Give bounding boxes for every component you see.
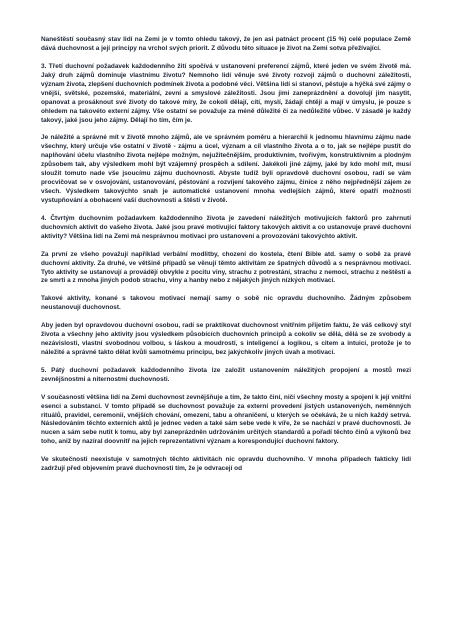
- paragraph-fourth-requirement: 4. Čtvrtým duchovním požadavkem každodenního života je zavedení náležitých motivujících faktorů pro zahrnutí duchovních aktivit do vašeho života. Jaké jsou pravé motivující faktory takových aktivit a co ustanovuje pravé duchovní aktivity? Většina lidí na Zemi má nesprávnou motivaci pro ustanovení a provozování takovýchto aktivit.: [41, 214, 411, 240]
- paragraph-fifth-requirement: 5. Pátý duchovní požadavek každodenního života lze založit ustanovením náležitých propojení a mostů mezi zevnějšnostmi a niternostmi duchovnosti.: [41, 366, 411, 383]
- paragraph-wrong-motivation: Za první ze všeho považují například verbální modlitby, chození do kostela, čtení Bible atd. samy o sobě za pravé duchovní aktivity. Za druhé, ve většině případů se věnují těmto aktivitám ze špatných důvodů a s nesprávnou motivací. Tyto aktivity se ustanovují a provádějí obvykle z pocitu viny, strachu z potrestání, strachu z nemoci, strachu z neštěstí a ze smrti a z mnoha jiných podob strachu, viny a hanby nebo z nějakých jiných nízkých motivací.: [41, 250, 411, 285]
- paragraph-closing-truncated: Ve skutečnosti neexistuje v samotných těchto aktivitách nic opravdu duchovního. V mnoha případech fakticky lidi zadržují před objevením pravé duchovnosti tím, že je odvracejí od: [41, 456, 411, 473]
- paragraph-externalization: V současnosti většina lidí na Zemi duchovnost zevnějšňuje a tím, že takto činí, ničí všechny mosty a spojení k její vnitřní esenci a substanci. V tomto případě se duchovnost považuje za externí provedení jistých ustanovených, neměnných rituálů, pravidel, ceremonií, vnějších chování, omezení, tabu a ohraničení, u kterých se očekává, že u nich každý setrvá. Následováním těchto externích aktů je jednec veden a také sám sebe vede k víře, že se nachází v pravé duchovnosti. Je nucen a sám sebe nutit k tomu, aby byl zaneprázdněn udržováním určitých standardů a pořadí těchto činů a výkonů bez toho, aniž by nazíral doovnitř na jejich reprezentativní význam a korespondující duchovní faktory.: [41, 393, 411, 446]
- paragraph-third-requirement: 3. Třetí duchovní požadavek každodenního žití spočívá v ustanovení preferencí zájmů, které jeden ve svém životě má. Jaký druh zájmů dominuje vlastnímu životu? Nemnoho lidí věnuje své životy rozvoji zájmů o duchovní záležitosti, význam života, zlepšení duchovních podmínek života a podobné věci. Většina lidí si stanoví, pěstuje a hýčká své zájmy o vnější, světské, pozemské, materiální, zevní a smyslové záležitosti. Jsou jimi zaneprázdnění a dovolují jim nasytit, opanovat a prosáknout své životy do takové míry, že cokoli dělají, cítí, myslí, žádají chtějí a mají v úmyslu, je pouze s ohledem na takovéto externí zájmy. Vše ostatní se považuje za méně důležité či za nedůležité vůbec. V zásadě je každý takový, jaké jsou jeho zájmy. Dělají ho tím, čím je.: [41, 62, 411, 124]
- paragraph-interests-hierarchy: Je náležité a správné mít v životě mnoho zájmů, ale ve správném poměru a hierarchii k jednomu hlavnímu zájmu nade všechny, který určuje vše ostatní v životě - zájmu a úcel, význam a cíl vlastního života a o to, jak se nejlépe pustit do naplňování účelu vlastního života nejlépe možným, nejužitečnějším, produktivním, tvořivým, konstruktivním a plodným způsobem tak, aby výsledkem mohl být vzájemný prospěch a sdílení. Jakékoli jiné zájmy, jaké by kdo mohl mít, musí sloužit tomuto nade vše jsoucímu zájmu duchovnosti. Abyste tudíž byli opravdově duchovní osobou, radí se vám procvičovat se v osvojování, ustanovování, pěstování a rozvíjení takového zájmu, činíce z něho nejpřednější zájem ze všech. Výsledkem takovýchto snah je automatické ustanovení mnoha vedlejších zájmů, které opatří možnosti vystupňování a obohacení vaší duchovnosti a štěstí v životě.: [41, 134, 411, 205]
- paragraph-true-practice: Aby jeden byl opravdovou duchovní osobou, radí se praktikovat duchovnost vnitřním přijetím faktu, že váš celkový styl života a všechny jeho aktivity jsou výsledkem působících duchovních principů a cokoliv se dělá, dělá se ze svobody a nezávislosti, vlastní svobodnou volbou, s láskou a moudrostí, s inteligencí a logikou, s citem a intuicí, protože je to náležité a správné takto dělat kvůli samotnému principu, bez jakýchkoliv jiných úvah a motivací.: [41, 322, 411, 356]
- paragraph-intro: Naneštěstí současný stav lidí na Zemi je v tomto ohledu takový, že jen asi patnáct procent (15 %) celé populace Země dává duchovnost a její principy na vrchol svých priorit. Z důvodu této situace je život na Zemi sotva přežívající.: [41, 36, 411, 52]
- paragraph-no-spirituality: Takové aktivity, konané s takovou motivací nemají samy o sobě nic opravdu duchovního. Žádným způsobem neustanovují duchovnost.: [41, 295, 411, 312]
